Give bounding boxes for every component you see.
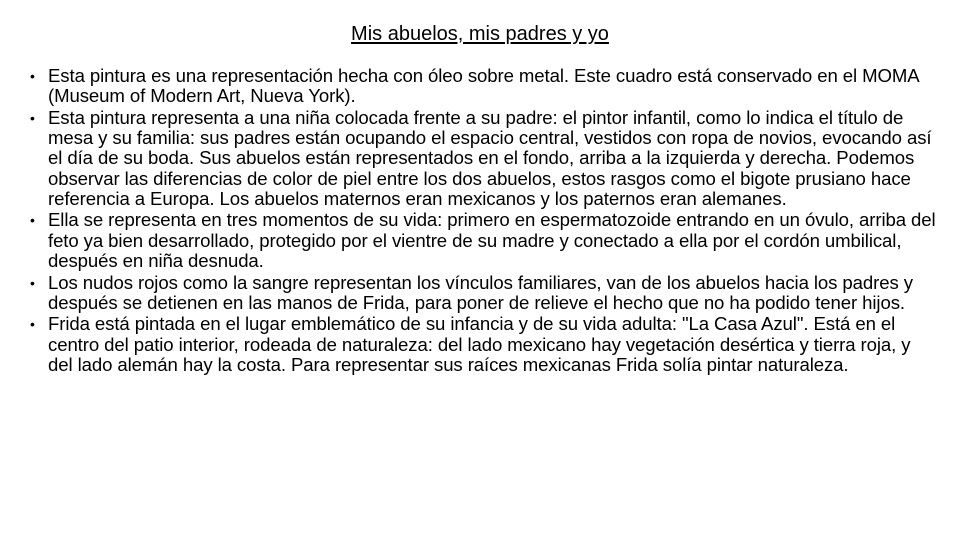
bullet-item — [30, 108, 936, 209]
bullet-text: Frida está pintada en el lugar emblemático de su infancia y de su vida adulta: "La Casa Azul". Está en el centro del patio interior, rodeada de naturaleza: del lado mexicano hay vegetación desértica y tierra roja, y del lado alemán hay la costa. Para representar sus raíces mexicanas Frida solía pintar naturaleza. — [48, 313, 911, 375]
bullet-dot-icon: • — [30, 109, 35, 126]
bullet-text: Esta pintura es una representación hecha con óleo sobre metal. Este cuadro está conservado en el MOMA (Museum of Modern Art, Nueva York). — [48, 65, 919, 107]
bullet-dot-icon: • — [30, 274, 35, 291]
slide-title — [0, 21, 960, 47]
bullet-item — [30, 66, 936, 106]
bullet-text: Esta pintura representa a una niña colocada frente a su padre: el pintor infantil, como lo indica el título de mesa y su familia: sus padres están ocupando el espacio central, vestidos con ropa de novios, evocando así el día de su boda. Sus abuelos están representados en el fondo, arriba a la izquierda y derecha. Podemos observar las diferencias de color de piel entre los dos abuelos, estos rasgos como el bigote prusiano hace referencia a Europa. Los abuelos maternos eran mexicanos y los paternos eran alemanes. — [48, 106, 932, 209]
slide-title-text: Mis abuelos, mis padres y yo — [351, 23, 609, 45]
bullet-text: Ella se representa en tres momentos de su vida: primero en espermatozoide entrando en un óvulo, arriba del feto ya bien desarrollado, protegido por el vientre de su madre y conectado a ella por el cordón umbilical, después en niña desnuda. — [48, 209, 936, 271]
bullet-item — [30, 273, 936, 313]
bullet-text: Los nudos rojos como la sangre representan los vínculos familiares, van de los abuelos hacia los padres y después se detienen en las manos de Frida, para poner de relieve el hecho que no ha podido tener hijos. — [48, 271, 913, 313]
bullet-list — [30, 66, 936, 377]
bullet-item — [30, 210, 936, 271]
bullet-item — [30, 314, 936, 375]
bullet-dot-icon: • — [30, 68, 35, 84]
bullet-dot-icon: • — [30, 316, 35, 333]
bullet-dot-icon: • — [30, 212, 35, 229]
